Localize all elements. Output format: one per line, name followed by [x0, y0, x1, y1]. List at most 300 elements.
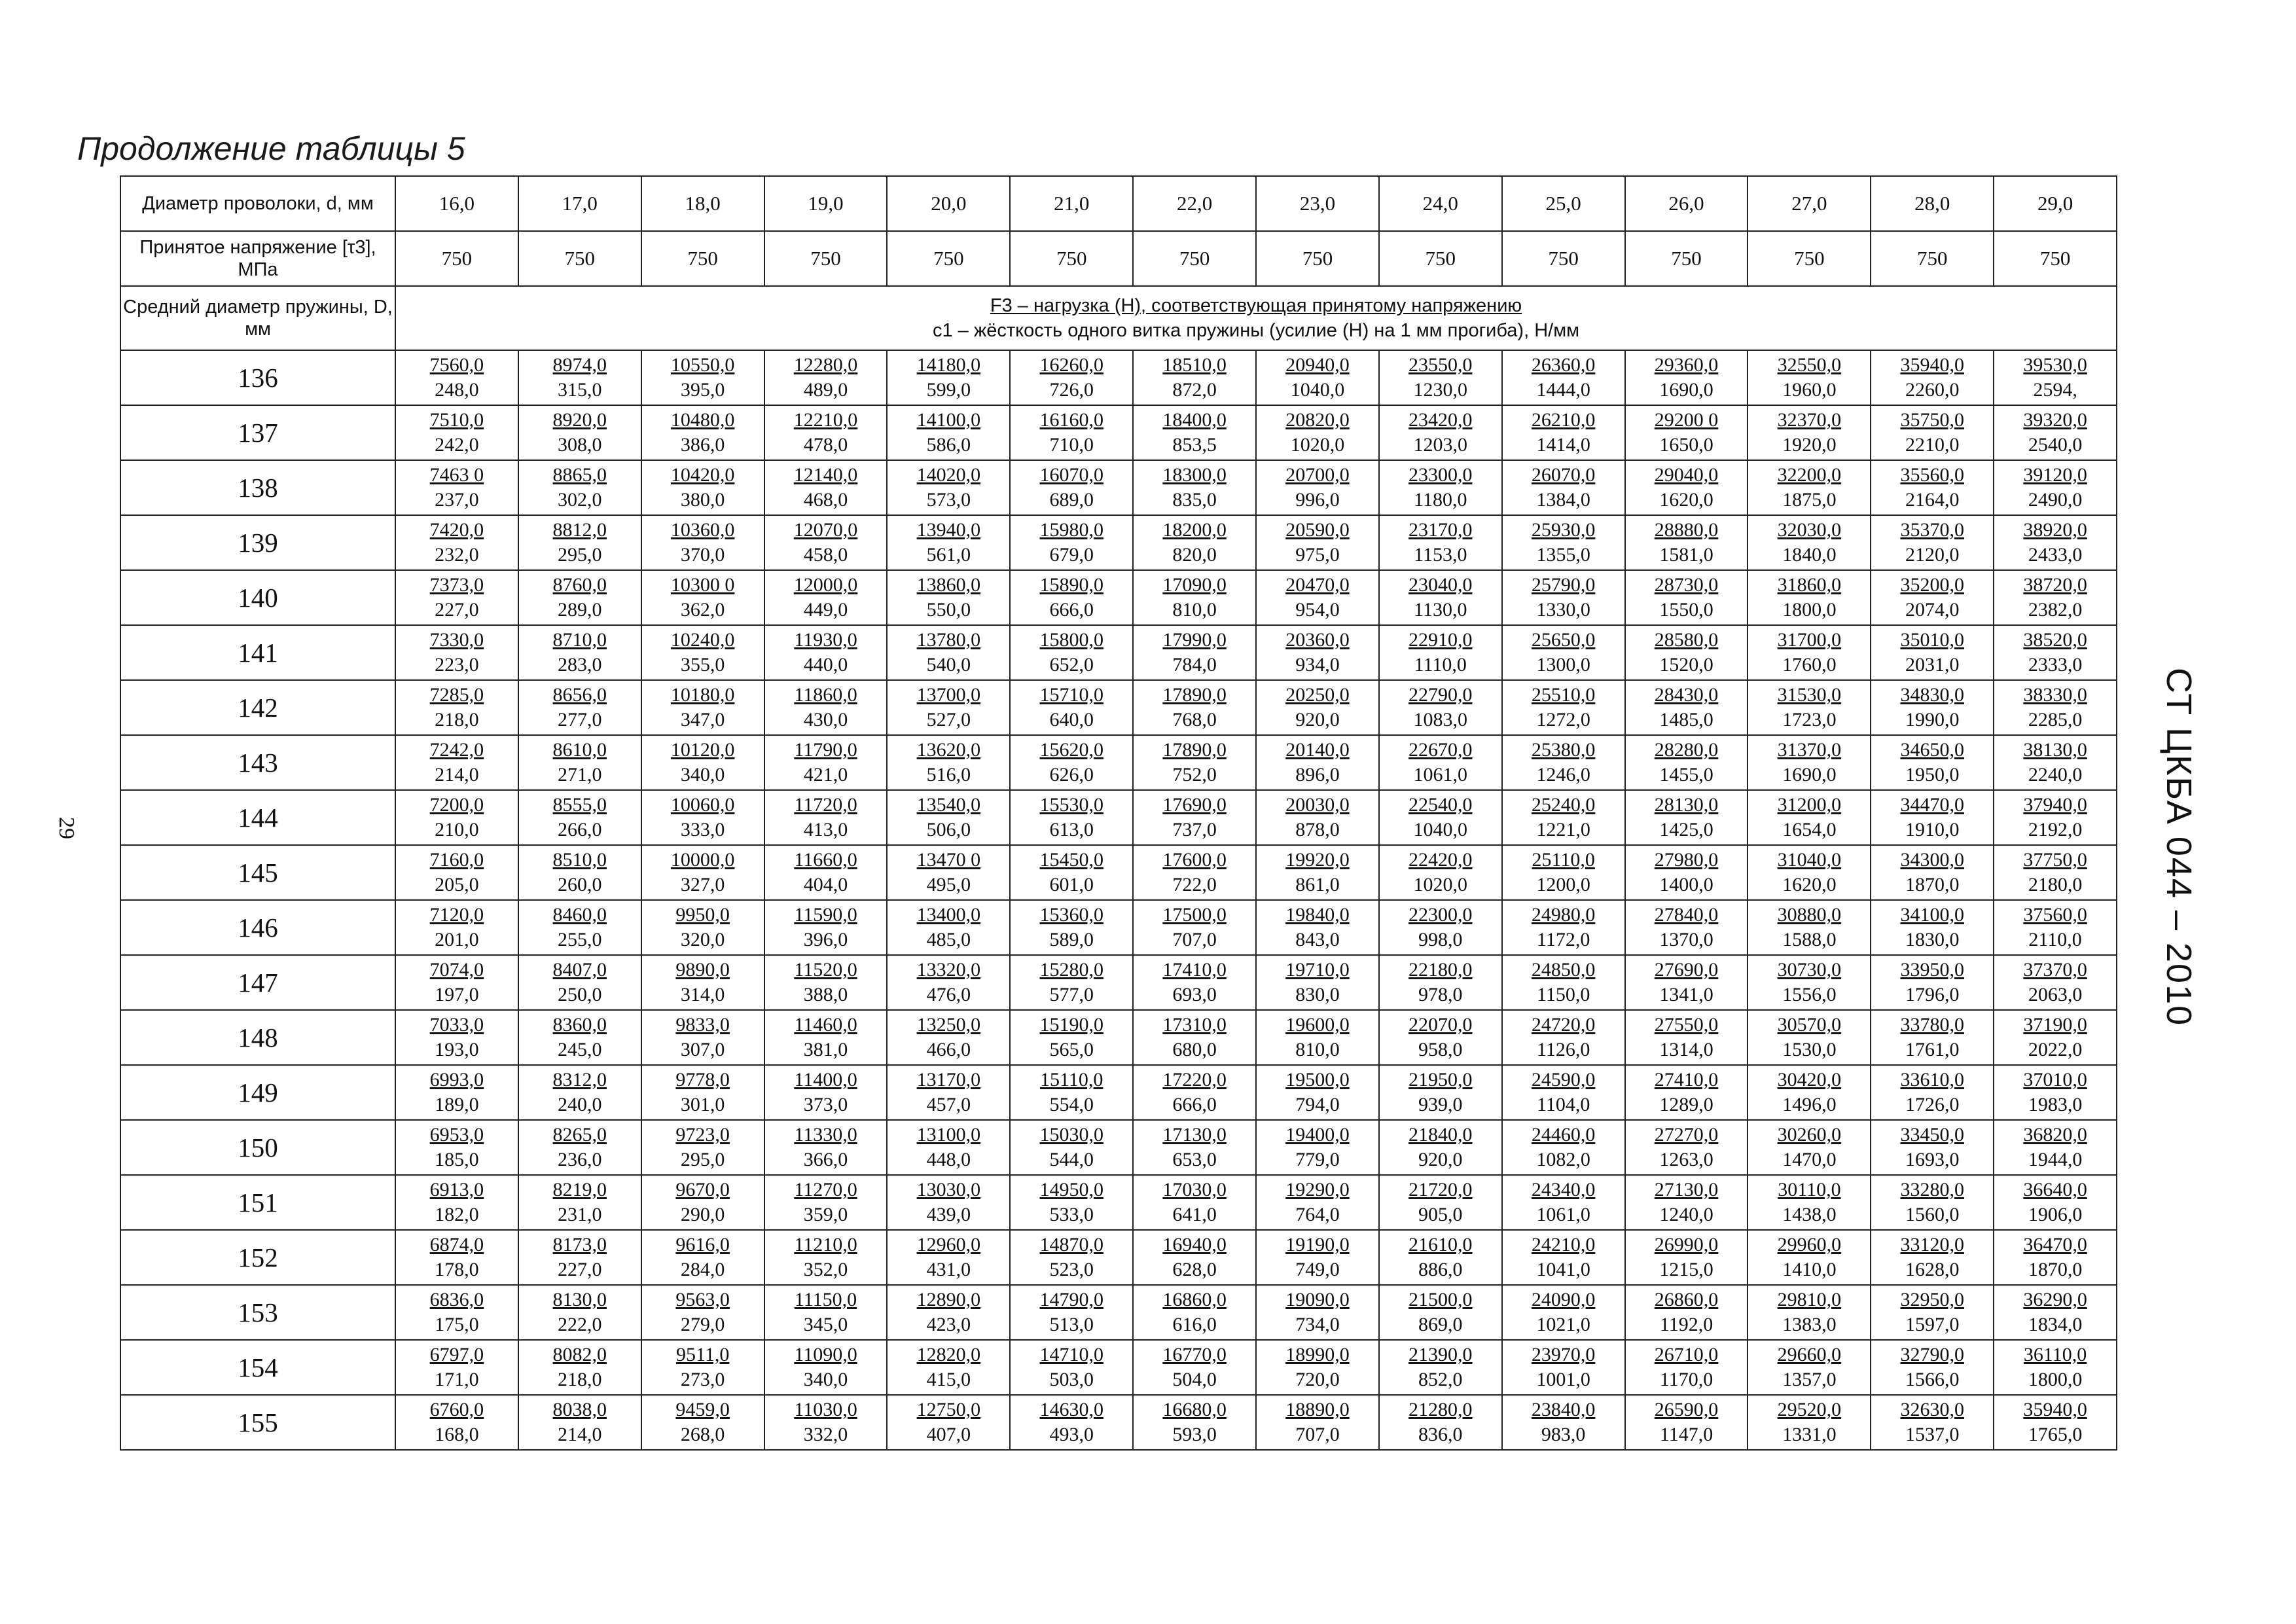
stiffness-value: 332,0: [803, 1424, 848, 1445]
load-value: 27550,0: [1654, 1014, 1719, 1036]
stiffness-value: 308,0: [558, 434, 602, 456]
stiffness-value: 1384,0: [1536, 489, 1590, 511]
table-cell: [1871, 900, 1994, 955]
table-cell: [764, 350, 888, 405]
load-value: 29960,0: [1777, 1234, 1842, 1255]
stiffness-value: 869,0: [1418, 1314, 1463, 1335]
stiffness-value: 478,0: [803, 434, 848, 456]
stiffness-value: 396,0: [803, 929, 848, 950]
wire-diameter-value: 25,0: [1502, 176, 1625, 231]
stiffness-value: 1800,0: [2028, 1369, 2083, 1390]
load-value: 9616,0: [675, 1234, 730, 1255]
table-cell: [1871, 955, 1994, 1010]
table-cell: [1625, 1175, 1748, 1230]
load-value: 29810,0: [1777, 1289, 1842, 1310]
load-value: 16940,0: [1162, 1234, 1227, 1255]
stiffness-value: 726,0: [1049, 379, 1094, 401]
stiffness-value: 1910,0: [1905, 819, 1960, 840]
load-value: 26710,0: [1654, 1344, 1719, 1365]
stiffness-value: 182,0: [435, 1204, 479, 1225]
stiffness-value: 395,0: [680, 379, 725, 401]
stiffness-value: 1760,0: [1782, 654, 1837, 676]
load-value: 25240,0: [1531, 794, 1596, 816]
stiffness-value: 1960,0: [1782, 379, 1837, 401]
load-value: 23040,0: [1408, 574, 1473, 596]
table-cell: [1256, 900, 1379, 955]
load-value: 37940,0: [2023, 794, 2087, 816]
stiffness-value: 1040,0: [1413, 819, 1468, 840]
load-value: 36820,0: [2023, 1124, 2087, 1146]
load-value: 20700,0: [1285, 464, 1350, 486]
mean-diameter-value: 147: [120, 955, 395, 1010]
load-value: 14950,0: [1039, 1179, 1103, 1200]
load-value: 14710,0: [1039, 1344, 1103, 1365]
stiffness-value: 255,0: [558, 929, 602, 950]
stiffness-value: 327,0: [680, 874, 725, 895]
load-value: 32030,0: [1777, 519, 1842, 541]
load-value: 24720,0: [1531, 1014, 1596, 1036]
load-value: 30260,0: [1777, 1124, 1842, 1146]
table-cell: [641, 1230, 764, 1285]
load-value: 23300,0: [1408, 464, 1473, 486]
load-value: 16160,0: [1039, 409, 1103, 431]
table-body: [120, 176, 2117, 1450]
load-value: 12820,0: [916, 1344, 981, 1365]
load-value: 20140,0: [1285, 739, 1350, 761]
load-value: 17410,0: [1162, 959, 1227, 981]
table-row: [120, 735, 2117, 790]
table-cell: [1625, 845, 1748, 900]
table-cell: [395, 405, 518, 460]
stiffness-value: 836,0: [1418, 1424, 1463, 1445]
stiffness-value: 1021,0: [1536, 1314, 1590, 1335]
load-value: 13620,0: [916, 739, 981, 761]
load-value: 8082,0: [552, 1344, 607, 1365]
load-value: 12210,0: [793, 409, 858, 431]
stiffness-value: 886,0: [1418, 1259, 1463, 1280]
stiffness-value: 1147,0: [1659, 1424, 1713, 1445]
load-value: 9890,0: [675, 959, 730, 981]
table-cell: [1010, 1065, 1133, 1120]
table-cell: [887, 900, 1010, 955]
stiffness-value: 764,0: [1295, 1204, 1340, 1225]
stiffness-value: 998,0: [1418, 929, 1463, 950]
table-cell: [1994, 1285, 2117, 1340]
stress-label: Принятое напряжение [τ3], МПа: [120, 231, 395, 286]
table-row: [120, 1175, 2117, 1230]
table-cell: [1748, 1230, 1871, 1285]
table-cell: [1502, 515, 1625, 570]
table-cell: [1871, 405, 1994, 460]
stiffness-value: 2490,0: [2028, 489, 2083, 511]
load-value: 11150,0: [794, 1289, 857, 1310]
stiffness-value: 565,0: [1049, 1039, 1094, 1060]
wire-diameter-label: Диаметр проволоки, d, мм: [120, 176, 395, 231]
table-cell: [1748, 515, 1871, 570]
load-value: 37190,0: [2023, 1014, 2087, 1036]
table-cell: [518, 955, 641, 1010]
table-cell: [1748, 1065, 1871, 1120]
table-cell: [1379, 680, 1502, 735]
stiffness-value: 544,0: [1049, 1149, 1094, 1170]
load-value: 39120,0: [2023, 464, 2087, 486]
table-cell: [1133, 680, 1256, 735]
table-cell: [1502, 405, 1625, 460]
load-value: 24460,0: [1531, 1124, 1596, 1146]
table-cell: [395, 350, 518, 405]
table-cell: [395, 1395, 518, 1450]
stiffness-value: 1870,0: [2028, 1259, 2083, 1280]
stiffness-value: 680,0: [1172, 1039, 1217, 1060]
mean-diameter-value: 154: [120, 1340, 395, 1395]
table-cell: [1502, 900, 1625, 955]
table-row: [120, 460, 2117, 515]
load-value: 38330,0: [2023, 684, 2087, 706]
load-value: 21390,0: [1408, 1344, 1473, 1365]
table-cell: [395, 1285, 518, 1340]
stiffness-value: 307,0: [680, 1039, 725, 1060]
table-cell: [1994, 350, 2117, 405]
wire-diameter-value: 17,0: [518, 176, 641, 231]
table-cell: [641, 1065, 764, 1120]
table-cell: [1625, 460, 1748, 515]
table-cell: [887, 515, 1010, 570]
load-value: 17090,0: [1162, 574, 1227, 596]
table-cell: [641, 405, 764, 460]
stiffness-value: 290,0: [680, 1204, 725, 1225]
stiffness-value: 1040,0: [1290, 379, 1345, 401]
stiffness-value: 2192,0: [2028, 819, 2083, 840]
load-value: 17600,0: [1162, 849, 1227, 871]
table-cell: [641, 790, 764, 845]
table-cell: [1133, 955, 1256, 1010]
table-row: [120, 955, 2117, 1010]
load-value: 30420,0: [1777, 1069, 1842, 1091]
table-cell: [764, 790, 888, 845]
load-value: 8656,0: [552, 684, 607, 706]
load-value: 34300,0: [1900, 849, 1964, 871]
table-cell: [1256, 1395, 1379, 1450]
load-value: 13100,0: [916, 1124, 981, 1146]
table-cell: [1256, 1230, 1379, 1285]
load-value: 19090,0: [1285, 1289, 1350, 1310]
stiffness-value: 468,0: [803, 489, 848, 511]
table-cell: [1010, 460, 1133, 515]
wire-diameter-value: 27,0: [1748, 176, 1871, 231]
load-value: 10360,0: [670, 519, 735, 541]
table-cell: [1994, 900, 2117, 955]
load-value: 31370,0: [1777, 739, 1842, 761]
legend-cell: [395, 286, 2117, 350]
load-value: 39530,0: [2023, 354, 2087, 376]
load-value: 8555,0: [552, 794, 607, 816]
stiffness-value: 872,0: [1172, 379, 1217, 401]
table-cell: [395, 515, 518, 570]
load-value: 19920,0: [1285, 849, 1350, 871]
table-cell: [1256, 845, 1379, 900]
load-value: 12280,0: [793, 354, 858, 376]
load-value: 8812,0: [552, 519, 607, 541]
table-cell: [764, 1065, 888, 1120]
table-cell: [1010, 680, 1133, 735]
table-row: [120, 1120, 2117, 1175]
stiffness-value: 1588,0: [1782, 929, 1837, 950]
mean-diameter-label: Средний диаметр пружины, D, мм: [120, 286, 395, 350]
table-cell: [1502, 735, 1625, 790]
table-cell: [1379, 1175, 1502, 1230]
load-value: 12960,0: [916, 1234, 981, 1255]
table-cell: [1256, 1065, 1379, 1120]
stiffness-value: 1130,0: [1414, 599, 1467, 621]
stiffness-value: 666,0: [1172, 1094, 1217, 1115]
stiffness-value: 407,0: [926, 1424, 971, 1445]
load-value: 13540,0: [916, 794, 981, 816]
stress-row: [120, 231, 2117, 286]
load-value: 11210,0: [794, 1234, 857, 1255]
load-value: 23550,0: [1408, 354, 1473, 376]
stiffness-value: 1723,0: [1782, 709, 1837, 731]
stiffness-value: 2285,0: [2028, 709, 2083, 731]
legend-load: F3 – нагрузка (Н), соответствующая принятому напряжению: [990, 295, 1522, 316]
stiffness-value: 689,0: [1049, 489, 1094, 511]
load-value: 27980,0: [1654, 849, 1719, 871]
stiffness-value: 2022,0: [2028, 1039, 2083, 1060]
table-cell: [641, 1285, 764, 1340]
mean-diameter-value: 148: [120, 1010, 395, 1065]
table-cell: [1625, 1010, 1748, 1065]
stiffness-value: 1496,0: [1782, 1094, 1837, 1115]
stiffness-value: 734,0: [1295, 1314, 1340, 1335]
table-cell: [764, 1230, 888, 1285]
table-cell: [1256, 570, 1379, 625]
table-cell: [518, 515, 641, 570]
table-cell: [764, 845, 888, 900]
stiffness-value: 2382,0: [2028, 599, 2083, 621]
stiffness-value: 1950,0: [1905, 764, 1960, 785]
stiffness-value: 1357,0: [1782, 1369, 1837, 1390]
mean-diameter-value: 146: [120, 900, 395, 955]
stiffness-value: 1693,0: [1905, 1149, 1960, 1170]
load-value: 29660,0: [1777, 1344, 1842, 1365]
load-value: 7120,0: [429, 904, 484, 926]
load-value: 25110,0: [1532, 849, 1595, 871]
load-value: 33450,0: [1900, 1124, 1964, 1146]
table-row: [120, 1395, 2117, 1450]
stiffness-value: 189,0: [435, 1094, 479, 1115]
load-value: 6836,0: [429, 1289, 484, 1310]
load-value: 12750,0: [916, 1399, 981, 1420]
table-cell: [395, 955, 518, 1010]
load-value: 15620,0: [1039, 739, 1103, 761]
load-value: 10550,0: [670, 354, 735, 376]
stiffness-value: 495,0: [926, 874, 971, 895]
table-cell: [1379, 460, 1502, 515]
load-value: 9563,0: [675, 1289, 730, 1310]
load-value: 11460,0: [794, 1014, 857, 1036]
table-cell: [1502, 1175, 1625, 1230]
load-value: 37750,0: [2023, 849, 2087, 871]
stiffness-value: 504,0: [1172, 1369, 1217, 1390]
table-cell: [887, 1230, 1010, 1285]
table-cell: [887, 1120, 1010, 1175]
stiffness-value: 641,0: [1172, 1204, 1217, 1225]
table-row: [120, 570, 2117, 625]
table-cell: [1994, 460, 2117, 515]
table-row: [120, 1285, 2117, 1340]
load-value: 15980,0: [1039, 519, 1103, 541]
stiffness-value: 214,0: [435, 764, 479, 785]
table-cell: [1133, 1395, 1256, 1450]
load-value: 22300,0: [1408, 904, 1473, 926]
table-cell: [395, 680, 518, 735]
mean-diameter-value: 155: [120, 1395, 395, 1450]
load-value: 6874,0: [429, 1234, 484, 1255]
mean-diameter-value: 150: [120, 1120, 395, 1175]
mean-diameter-value: 137: [120, 405, 395, 460]
load-value: 17220,0: [1162, 1069, 1227, 1091]
stiffness-value: 1061,0: [1536, 1204, 1590, 1225]
load-value: 6913,0: [429, 1179, 484, 1200]
table-cell: [1256, 1285, 1379, 1340]
table-cell: [1502, 1010, 1625, 1065]
table-cell: [1871, 1175, 1994, 1230]
table-cell: [1379, 955, 1502, 1010]
stiffness-value: 1834,0: [2028, 1314, 2083, 1335]
stiffness-value: 852,0: [1418, 1369, 1463, 1390]
stiffness-value: 1110,0: [1414, 654, 1467, 676]
stiffness-value: 1690,0: [1782, 764, 1837, 785]
stiffness-value: 573,0: [926, 489, 971, 511]
stiffness-value: 666,0: [1049, 599, 1094, 621]
load-value: 11520,0: [794, 959, 857, 981]
mean-diameter-value: 143: [120, 735, 395, 790]
load-value: 10420,0: [670, 464, 735, 486]
table-cell: [764, 1120, 888, 1175]
stress-value: 750: [1625, 231, 1748, 286]
mean-diameter-value: 151: [120, 1175, 395, 1230]
load-value: 25790,0: [1531, 574, 1596, 596]
table-cell: [1502, 570, 1625, 625]
stiffness-value: 421,0: [803, 764, 848, 785]
load-value: 34830,0: [1900, 684, 1964, 706]
table-cell: [887, 1010, 1010, 1065]
load-value: 21720,0: [1408, 1179, 1473, 1200]
stiffness-value: 939,0: [1418, 1094, 1463, 1115]
wire-diameter-value: 19,0: [764, 176, 888, 231]
stiffness-value: 983,0: [1541, 1424, 1586, 1445]
stiffness-value: 1020,0: [1290, 434, 1345, 456]
stiffness-value: 1654,0: [1782, 819, 1837, 840]
load-value: 19290,0: [1285, 1179, 1350, 1200]
stiffness-value: 1001,0: [1536, 1369, 1590, 1390]
stiffness-value: 561,0: [926, 544, 971, 566]
table-cell: [1625, 900, 1748, 955]
stiffness-value: 214,0: [558, 1424, 602, 1445]
stiffness-value: 366,0: [803, 1149, 848, 1170]
load-value: 10120,0: [670, 739, 735, 761]
load-value: 25510,0: [1531, 684, 1596, 706]
table-cell: [1748, 680, 1871, 735]
load-value: 11720,0: [794, 794, 857, 816]
load-value: 36290,0: [2023, 1289, 2087, 1310]
stiffness-value: 1628,0: [1905, 1259, 1960, 1280]
load-value: 36640,0: [2023, 1179, 2087, 1200]
load-value: 9670,0: [675, 1179, 730, 1200]
stiffness-value: 1556,0: [1782, 984, 1837, 1005]
load-value: 37560,0: [2023, 904, 2087, 926]
load-value: 15280,0: [1039, 959, 1103, 981]
load-value: 29520,0: [1777, 1399, 1842, 1420]
load-value: 19500,0: [1285, 1069, 1350, 1091]
table-row: [120, 900, 2117, 955]
stiffness-value: 373,0: [803, 1094, 848, 1115]
stress-value: 750: [395, 231, 518, 286]
load-value: 26860,0: [1654, 1289, 1719, 1310]
table-cell: [395, 900, 518, 955]
stiffness-value: 616,0: [1172, 1314, 1217, 1335]
table-row: [120, 845, 2117, 900]
stiffness-value: 652,0: [1049, 654, 1094, 676]
load-value: 13780,0: [916, 629, 981, 651]
stiffness-value: 388,0: [803, 984, 848, 1005]
load-value: 8760,0: [552, 574, 607, 596]
table-cell: [1256, 680, 1379, 735]
load-value: 35560,0: [1900, 464, 1964, 486]
table-cell: [1871, 1120, 1994, 1175]
stiffness-value: 810,0: [1172, 599, 1217, 621]
table-cell: [1010, 570, 1133, 625]
stiffness-value: 283,0: [558, 654, 602, 676]
load-value: 20360,0: [1285, 629, 1350, 651]
table-cell: [518, 405, 641, 460]
load-value: 7285,0: [429, 684, 484, 706]
stiffness-value: 1041,0: [1536, 1259, 1590, 1280]
stiffness-value: 178,0: [435, 1259, 479, 1280]
stiffness-value: 1990,0: [1905, 709, 1960, 731]
stress-value: 750: [1133, 231, 1256, 286]
stress-value: 750: [1256, 231, 1379, 286]
table-cell: [1133, 1230, 1256, 1285]
table-row: [120, 350, 2117, 405]
stiffness-value: 284,0: [680, 1259, 725, 1280]
table-cell: [1133, 845, 1256, 900]
table-cell: [641, 955, 764, 1010]
load-value: 16770,0: [1162, 1344, 1227, 1365]
load-value: 29200 0: [1654, 409, 1719, 431]
load-value: 28730,0: [1654, 574, 1719, 596]
table-cell: [1748, 1010, 1871, 1065]
document-code: СТ ЦКБА 044 – 2010: [2159, 668, 2198, 1027]
stiffness-value: 693,0: [1172, 984, 1217, 1005]
load-value: 8312,0: [552, 1069, 607, 1091]
table-cell: [1994, 680, 2117, 735]
table-cell: [887, 405, 1010, 460]
load-value: 38720,0: [2023, 574, 2087, 596]
stiffness-value: 613,0: [1049, 819, 1094, 840]
table-cell: [1502, 625, 1625, 680]
stiffness-value: 653,0: [1172, 1149, 1217, 1170]
table-cell: [1379, 1340, 1502, 1395]
stiffness-value: 340,0: [803, 1369, 848, 1390]
load-value: 8710,0: [552, 629, 607, 651]
load-value: 35370,0: [1900, 519, 1964, 541]
table-cell: [764, 570, 888, 625]
load-value: 24850,0: [1531, 959, 1596, 981]
load-value: 9459,0: [675, 1399, 730, 1420]
table-cell: [1871, 460, 1994, 515]
mean-diameter-header-row: [120, 286, 2117, 350]
load-value: 38130,0: [2023, 739, 2087, 761]
